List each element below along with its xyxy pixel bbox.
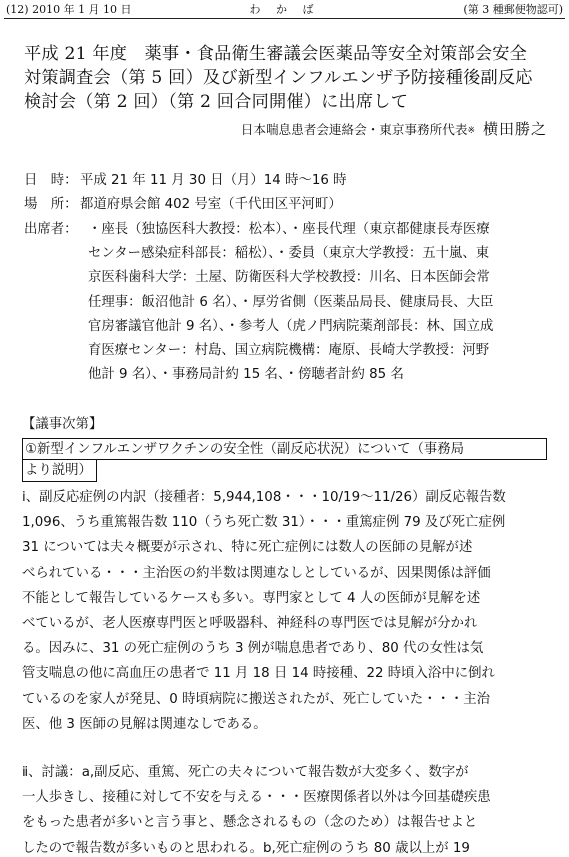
paragraph-line: 医、他 3 医師の見解は関連なしである。: [22, 716, 267, 732]
title-line: 対策調査会（第 5 回）及び新型インフルエンザ予防接種後副反応: [24, 68, 533, 88]
author-byline: [241, 119, 547, 141]
attendees-line: 官房審議官他計 9 名）、・参考人（虎ノ門病院薬剤部長：林、国立成: [88, 318, 494, 334]
meeting-place-row: [24, 194, 342, 216]
attendees-label: 出席者：: [24, 222, 78, 237]
paragraph-discussion: [22, 760, 550, 857]
place-value: 都道府県会館 402 号室（千代田区平河町）: [80, 197, 342, 212]
article-title: [24, 42, 554, 114]
date-label: 日 時：: [24, 173, 78, 188]
paragraph-line: をもった患者が多いと言う事と、懸念されるもの（念のため）は報告せよと: [22, 815, 478, 831]
attendees-line: 育医療センター：村島、国立病院機構：庵原、長崎大学教授：河野: [88, 343, 490, 359]
attendees-line: ・座長（独協医科大教授：松本）、・座長代理（東京都健康長寿医療: [88, 222, 490, 237]
paragraph-line: 管支喘息の他に高血圧の患者で 11 月 18 日 14 時接種、22 時頃入浴中に倒れ: [22, 666, 495, 682]
date-value: 平成 21 年 11 月 30 日（月）14 時～16 時: [80, 173, 347, 188]
title-line: 検討会（第 2 回）（第 2 回合同開催）に出席して: [24, 92, 409, 112]
postal-permit: (第 3 種郵便物認可): [463, 3, 563, 16]
agenda-item-box: [22, 438, 547, 482]
attendees-line: 京医科歯科大学：土屋、防衛医科大学校教授：川名、日本医師会常: [88, 270, 490, 286]
paragraph-line: ⅰ、副反応症例の内訳（接種者：5,944,108・・・10/19～11/26）副反応報告数: [22, 490, 506, 505]
paragraph-line: 一人歩きし、接種に対して不安を与える・・・医療関係者以外は今回基礎疾患: [22, 790, 491, 806]
paragraph-line: る。因みに、31 の死亡症例のうち 3 例が喘息患者であり、80 代の女性は気: [22, 641, 484, 657]
paragraph-line: 1,096、うち重篤報告数 110（うち死亡数 31）・・・重篤症例 79 及び死亡症例: [22, 515, 506, 531]
paragraph-line: したので報告数が多いものと思われる。b,死亡症例のうち 80 歳以上が 19: [22, 840, 470, 856]
page-header: [6, 2, 563, 18]
author-organization: 日本喘息患者会連絡会・東京事務所代表: [240, 122, 468, 137]
attendees-line: 他計 9 名）、・事務局計約 15 名、・傍聴者計約 85 名: [88, 367, 404, 383]
paragraph-line: 不能として報告しているケースも多い。専門家として 4 人の医師が見解を述: [22, 590, 481, 606]
place-label: 場 所：: [24, 197, 78, 212]
paragraph-line: ているのを家人が発見、0 時頃病院に搬送されたが、死亡していた・・・主治: [22, 691, 491, 707]
paragraph-line: 31 については夫々概要が示され、特に死亡症例には数人の医師の見解が述: [22, 540, 473, 556]
attendees-line: 任理事：飯沼他計 6 名）、・厚労省側（医薬品局長、健康局長、大臣: [88, 294, 494, 310]
header-rule: [4, 18, 565, 19]
meeting-date-row: [24, 170, 347, 192]
attendees-line: センター感染症科部長：稲松）、・委員（東京大学教授：五十嵐、東: [88, 246, 490, 262]
author-name: 横田勝之: [482, 120, 547, 138]
paragraph-line: ⅱ、討議：a,副反応、重篤、死亡の夫々について報告数が大変多く、数字が: [22, 765, 469, 780]
paragraph-line: べられている・・・主治医の約半数は関連なしとしているが、因果関係は評価: [22, 565, 491, 581]
agenda-item-line: ①新型インフルエンザワクチンの安全性（副反応状況）について（事務局: [22, 438, 547, 460]
newsletter-name: わ か ば: [249, 3, 320, 16]
agenda-heading: 【議事次第】: [22, 417, 103, 432]
title-line: 平成 21 年度 薬事・食品衛生審議会医薬品等安全対策部会安全: [24, 44, 528, 64]
issue-date: (12) 2010 年 1 月 10 日: [6, 3, 132, 16]
footnote-mark: ※: [467, 126, 475, 136]
attendees-list: [88, 218, 552, 387]
paragraph-adverse-reactions: [22, 485, 550, 737]
agenda-item-line: より説明）: [22, 460, 97, 482]
paragraph-line: べているが、老人医療専門医と呼吸器科、神経科の専門医では見解が分かれ: [22, 616, 478, 632]
